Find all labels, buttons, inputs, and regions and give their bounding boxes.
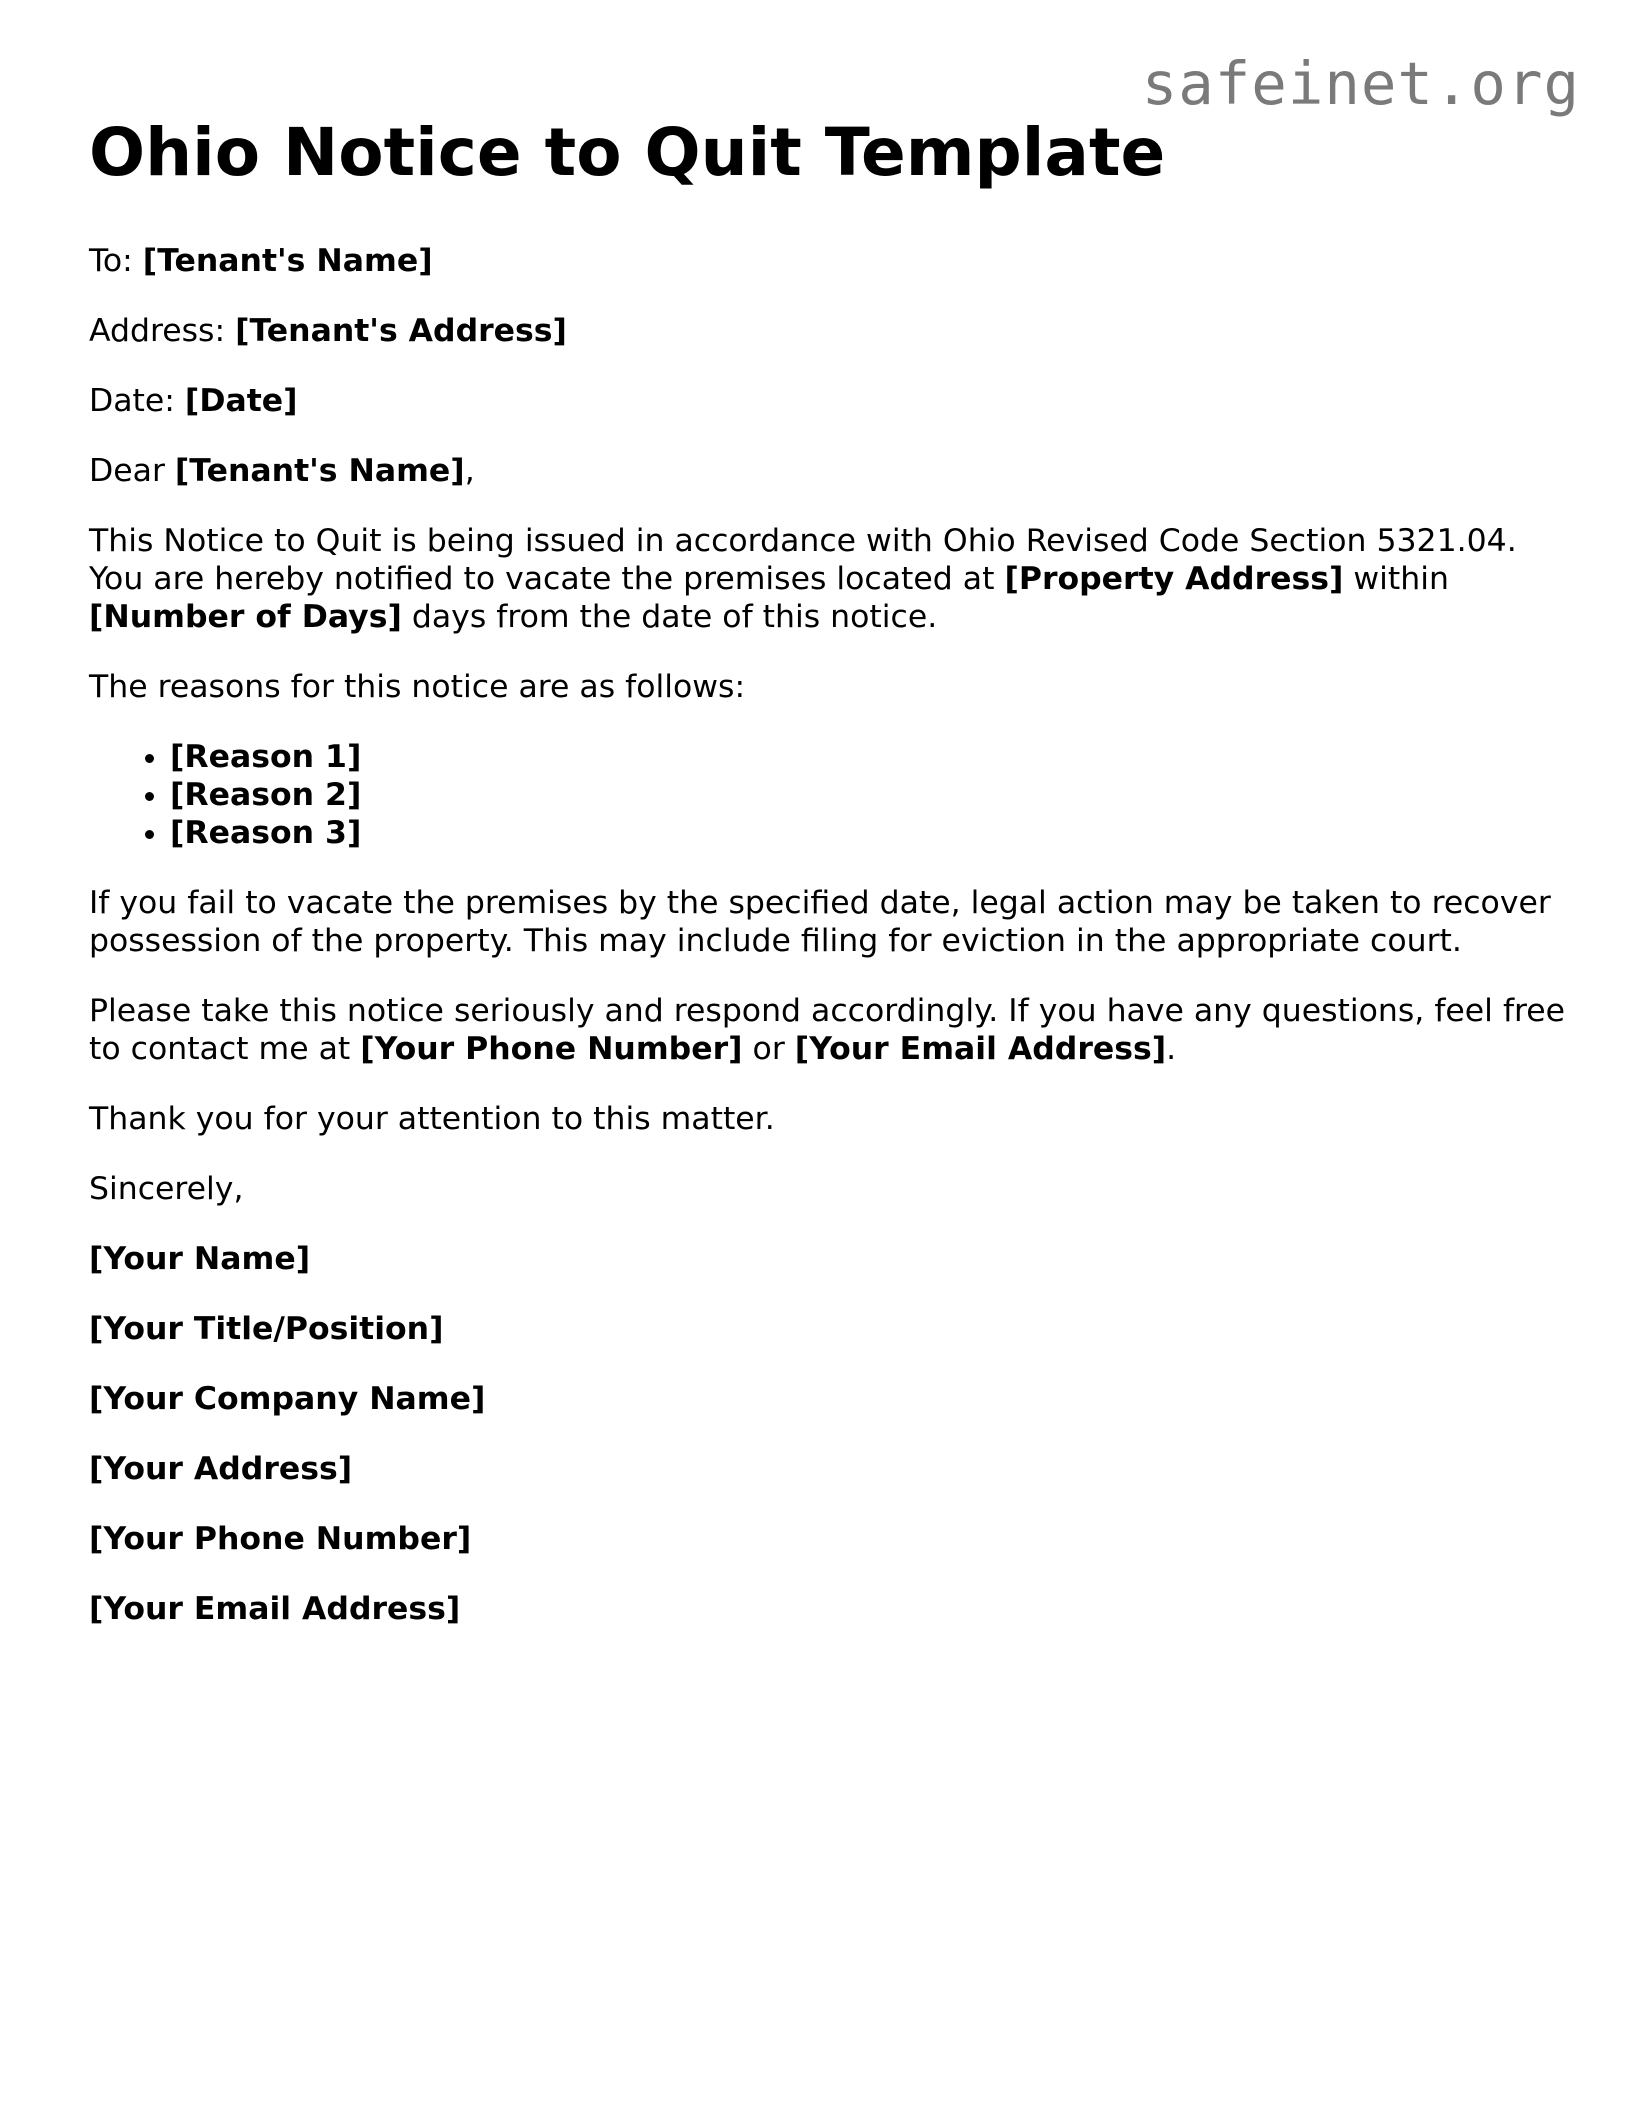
contact-email-placeholder: [Your Email Address]: [794, 1031, 1167, 1067]
watermark-text: safeinet.org: [1141, 49, 1580, 118]
contact-text-1: Please take this notice seriously and respond accordingly. If you have any questions, feel free to contact me at: [89, 993, 1566, 1067]
legal-paragraph: If you fail to vacate the premises by the specified date, legal action may be taken to recover possession of the property. This may include filing for eviction in the appropriate court.: [89, 885, 1551, 959]
reasons-list: [89, 738, 1569, 852]
property-address-placeholder: [Property Address]: [1004, 561, 1344, 597]
tenant-address-placeholder: [Tenant's Address]: [235, 313, 567, 349]
date-label: Date:: [89, 383, 175, 419]
salutation-comma: ,: [464, 453, 475, 489]
reason-item: • [Reason 3]: [170, 814, 1569, 852]
contact-period: .: [1166, 1031, 1177, 1067]
tenant-name-placeholder: [Tenant's Name]: [142, 243, 433, 279]
signature-title: [Your Title/Position]: [89, 1311, 444, 1347]
signature-phone: [Your Phone Number]: [89, 1521, 472, 1557]
reason-item: • [Reason 1]: [170, 738, 1569, 776]
date-line: [89, 382, 1569, 420]
to-line: [89, 242, 1569, 280]
salutation-name-placeholder: [Tenant's Name]: [174, 453, 465, 489]
thanks-line: Thank you for your attention to this matter.: [89, 1101, 775, 1137]
document-page: [89, 110, 1569, 1628]
number-of-days-placeholder: [Number of Days]: [89, 599, 402, 635]
contact-paragraph: [89, 992, 1569, 1068]
address-line: [89, 312, 1569, 350]
salutation-prefix: Dear: [89, 453, 165, 489]
contact-or: or: [752, 1031, 785, 1067]
signature-address: [Your Address]: [89, 1451, 353, 1487]
intro-text-3: days from the date of this notice.: [411, 599, 938, 635]
signature-name: [Your Name]: [89, 1241, 311, 1277]
signature-email: [Your Email Address]: [89, 1591, 461, 1627]
address-label: Address:: [89, 313, 226, 349]
intro-paragraph: [89, 522, 1569, 636]
salutation: [89, 452, 1569, 490]
contact-phone-placeholder: [Your Phone Number]: [360, 1031, 743, 1067]
intro-text-2: within: [1353, 561, 1449, 597]
to-label: To:: [89, 243, 133, 279]
reason-item: • [Reason 2]: [170, 776, 1569, 814]
date-placeholder: [Date]: [184, 383, 298, 419]
signature-company: [Your Company Name]: [89, 1381, 486, 1417]
intro-text-1: This Notice to Quit is being issued in accordance with Ohio Revised Code Section 5321.04. You are hereby notified to vacate the premises located at: [89, 523, 1517, 597]
page-title: Ohio Notice to Quit Template: [89, 114, 1166, 191]
closing-line: Sincerely,: [89, 1171, 244, 1207]
reasons-intro: The reasons for this notice are as follows:: [89, 669, 746, 705]
